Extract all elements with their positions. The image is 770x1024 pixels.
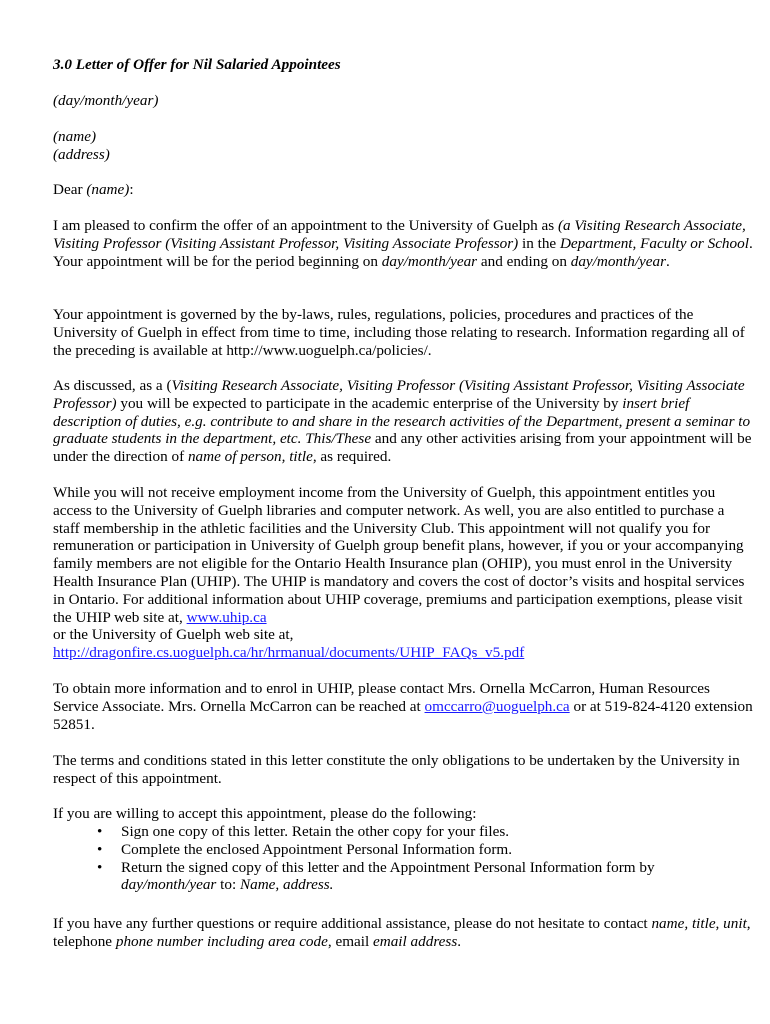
- paragraph-benefits: While you will not receive employment income from the University of Guelph, this appointment entitles you access to the University of Guelph libraries and computer network. As well, you are also entitled to purchase a staff membership in the athletic facilities and the University Club. This appointment will not qualify you for remuneration or participation in University of Guelph group benefit plans, however, if you or your accompanying family members are not eligible for the Ontario Health Insurance plan (OHIP), you must enrol in the University Health Insurance Plan (UHIP). The UHIP is mandatory and covers the cost of doctor’s visits and hospital services in Ontario. For additional information about UHIP coverage, premiums and participation exemptions, please visit the UHIP web site at, www.uhip.ca or the University of Guelph web site at, http://dragonfire.cs.uoguelph.ca/hr/hrmanual/documents/UHIP_FAQs_v5.pdf: [53, 484, 745, 662]
- paragraph-governance: Your appointment is governed by the by-laws, rules, regulations, policies, procedures and practices of the University of Guelph in effect from time to time, including those relating to research. Information regarding all of the preceding is available at http://www.uoguelph.ca/policies/.: [53, 306, 745, 359]
- paragraph-appointment-offer: I am pleased to confirm the offer of an appointment to the University of Guelph as (a Visiting Research Associate, Visiting Professor (Visiting Assistant Professor, Visiting Associate Professor) in the Department, Faculty or School. Your appointment will be for the period beginning on day/month/year and ending on day/month/year.: [53, 217, 753, 270]
- list-item: • Sign one copy of this letter. Retain the other copy for your files.: [97, 823, 510, 840]
- recipient-address: (address): [53, 146, 110, 163]
- contact-email-link[interactable]: omccarro@uoguelph.ca: [424, 697, 570, 715]
- list-item: • Complete the enclosed Appointment Personal Information form.: [97, 840, 512, 858]
- paragraph-instructions: If you are willing to accept this appointment, please do the following:: [53, 805, 477, 822]
- paragraph-further-questions: If you have any further questions or require additional assistance, please do not hesitate to contact name, title, unit, telephone phone number including area code, email email address.: [53, 915, 751, 950]
- paragraph-terms: The terms and conditions stated in this letter constitute the only obligations to be undertaken by the University in respect of this appointment.: [53, 752, 740, 787]
- bullet-icon: •: [97, 840, 103, 858]
- date-placeholder: (day/month/year): [53, 92, 159, 109]
- recipient-name: (name): [53, 128, 97, 145]
- document-heading: 3.0 Letter of Offer for Nil Salaried Appointees: [53, 56, 341, 73]
- paragraph-duties: As discussed, as a (Visiting Research Associate, Visiting Professor (Visiting Assistant Professor, Visiting Associate Professor) you will be expected to participate in the academic enterprise of the University by insert brief description of duties, e.g. contribute to and share in the research activities of the Department, present a seminar to graduate students in the department, etc. This/These and any other activities arising from your appointment will be under the direction of name of person, title, as required.: [53, 377, 752, 466]
- uhip-faq-link[interactable]: http://dragonfire.cs.uoguelph.ca/hr/hrmanual/documents/UHIP_FAQs_v5.pdf: [53, 644, 525, 662]
- paragraph-uhip-contact: To obtain more information and to enrol in UHIP, please contact Mrs. Ornella McCarron, Human Resources Service Associate. Mrs. Ornella McCarron can be reached at omccarro@uoguelph.ca or at 519-824-4120 extension 52851.: [53, 680, 753, 733]
- bullet-icon: •: [97, 858, 103, 876]
- uhip-link[interactable]: www.uhip.ca: [186, 608, 267, 626]
- list-item: • Return the signed copy of this letter and the Appointment Personal Information form by day/month/year to: Name, address.: [97, 858, 655, 894]
- instruction-list: [53, 823, 753, 894]
- bullet-icon: •: [97, 823, 103, 840]
- salutation: Dear (name):: [53, 181, 134, 198]
